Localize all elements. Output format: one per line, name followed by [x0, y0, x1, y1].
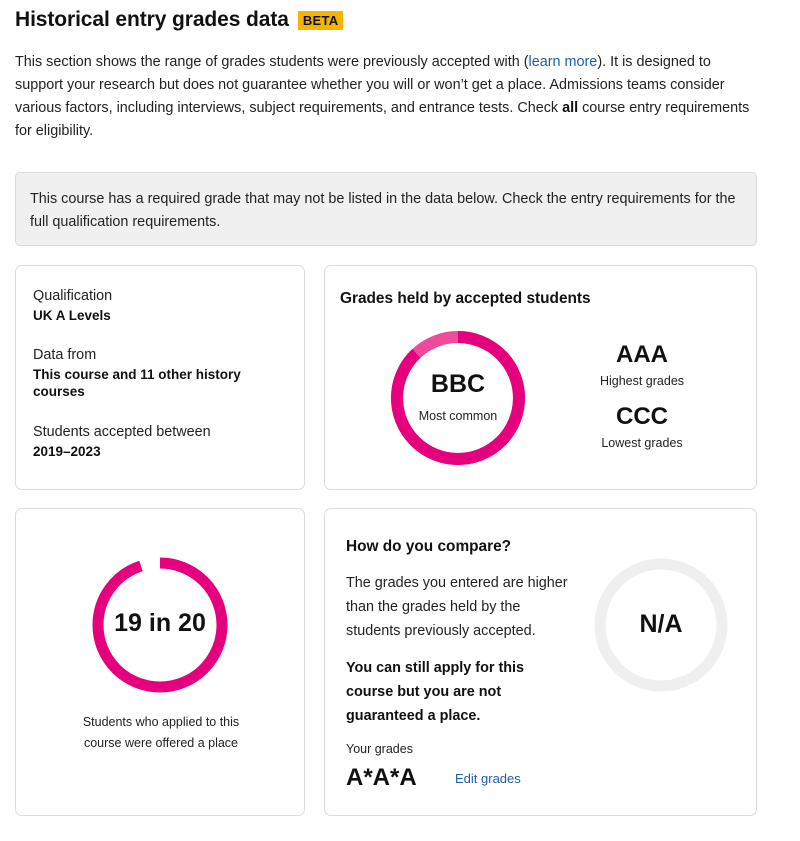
your-grades-label: Your grades	[346, 742, 413, 756]
offer-ring	[91, 556, 229, 694]
offer-rate-card	[15, 508, 305, 816]
qualification-label: Qualification	[33, 288, 113, 304]
page-header	[15, 8, 343, 32]
data-from-block	[33, 346, 273, 400]
data-from-value: This course and 11 other history courses	[33, 367, 241, 399]
data-from-label: Data from	[33, 347, 97, 363]
learn-more-link[interactable]: learn more	[528, 54, 598, 70]
intro-bold: all	[562, 100, 579, 116]
compare-bold-text: You can still apply for this course but you are not guaranteed a place.	[346, 660, 525, 724]
lowest-grade-label: Lowest grades	[601, 436, 683, 450]
qualification-value: UK A Levels	[33, 308, 111, 323]
intro-text-3: course entry requirements for eligibility.	[15, 100, 750, 139]
compare-text: The grades you entered are higher than the grades held by the students previously accepted.	[346, 575, 568, 639]
lowest-grades	[572, 403, 712, 450]
compare-ring-value: N/A	[639, 610, 683, 638]
required-grade-notice: This course has a required grade that may not be listed in the data below. Check the entry requirements for the full qualification requirements.	[15, 172, 757, 246]
accepted-label: Students accepted between	[33, 424, 211, 440]
highest-grades	[572, 341, 712, 388]
accepted-value: 2019–2023	[33, 444, 101, 459]
beta-badge: BETA	[298, 11, 344, 30]
edit-grades-link[interactable]: Edit grades	[455, 771, 521, 786]
compare-card	[324, 508, 757, 816]
offer-caption: Students who applied to this course were offered a place	[82, 715, 240, 750]
intro-text-1: This section shows the range of grades students were previously accepted with (	[15, 54, 529, 70]
lowest-grade-value: CCC	[616, 403, 668, 430]
highest-grade-value: AAA	[616, 341, 668, 368]
compare-title: How do you compare?	[346, 538, 512, 555]
course-details-card	[15, 265, 305, 490]
accepted-block	[33, 423, 211, 460]
most-common-label: Most common	[418, 409, 498, 423]
grades-held-card	[324, 265, 757, 490]
most-common-grade: BBC	[430, 370, 486, 398]
your-grades-value: A*A*A	[346, 764, 417, 791]
qualification-block	[33, 287, 112, 324]
intro-text-2: ). It is designed to support your research but does not guarantee whether you will or won’t get a place. Admissions teams consider various factors, including interviews, subject requirements, and entrance tests. Check	[15, 54, 725, 116]
grades-card-title: Grades held by accepted students	[340, 290, 591, 307]
compare-ring	[593, 557, 729, 693]
grades-ring	[390, 330, 526, 466]
page-title: Historical entry grades data	[15, 8, 289, 31]
offer-ratio: 19 in 20	[114, 609, 206, 637]
intro-paragraph	[15, 51, 755, 143]
highest-grade-label: Highest grades	[599, 374, 685, 388]
